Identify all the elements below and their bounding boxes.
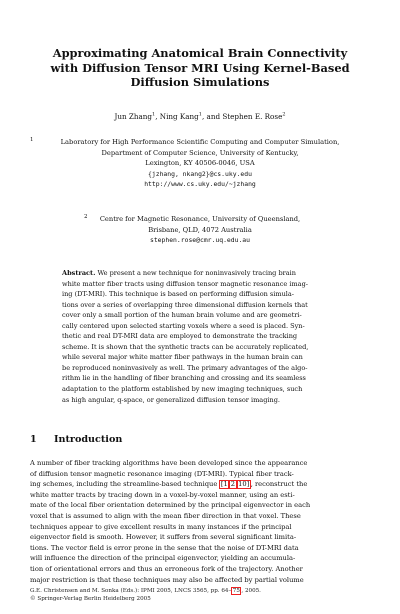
- author-affiliation-mark: 1: [152, 111, 156, 118]
- affiliation-line: Laboratory for High Performance Scientific Computing and Computer Simulation,: [60, 138, 340, 146]
- abstract-label: Abstract.: [62, 269, 96, 277]
- email-address[interactable]: stephen.rose@cmr.uq.edu.au: [149, 236, 251, 245]
- title-line: Approximating Anatomical Brain Connectivity: [52, 46, 348, 60]
- email-address[interactable]: {jzhang, nkang2}@cs.uky.edu: [148, 169, 252, 178]
- section-number: 1: [30, 434, 37, 445]
- body-line: mate of the local fiber orientation determined by the principal eigenvector in each: [30, 501, 311, 510]
- abstract-line: adaptation to the platform established by new imaging techniques, such: [62, 385, 303, 394]
- citation-number: 1: [223, 480, 228, 489]
- citation-link[interactable]: [229, 480, 236, 489]
- body-line: of diffusion tensor magnetic resonance imaging (DT-MRI). Typical fiber track-: [30, 469, 294, 478]
- abstract-line: white matter fiber tracts using diffusion tensor magnetic resonance imag-: [62, 279, 308, 288]
- abstract-line: [62, 268, 342, 279]
- affiliation-mark: 2: [84, 214, 88, 220]
- abstract-line: cally centered upon selected starting voxels where a seed is placed. Syn-: [62, 321, 305, 330]
- citation-number: 2: [230, 480, 236, 489]
- body-line: techniques appear to give excellent results in many instances if the principal: [30, 522, 292, 531]
- affiliation-line: Lexington, KY 40506-0046, USA: [145, 159, 255, 168]
- body-line: voxel that is assumed to align with the mean fiber direction in that voxel. These: [30, 511, 301, 520]
- title-line: with Diffusion Tensor MRI Using Kernel-Based: [50, 60, 350, 75]
- copyright-line: © Springer-Verlag Berlin Heidelberg 2005: [30, 596, 151, 602]
- abstract-line: scheme. It is shown that the synthetic tracts can be accurately replicated,: [62, 342, 309, 351]
- author-name: Jun Zhang: [114, 112, 153, 121]
- citation-link[interactable]: [219, 480, 229, 489]
- abstract-line: cover only a small portion of the human brain volume and are geometri-: [62, 311, 302, 320]
- citation-bracket: ]: [246, 480, 250, 489]
- body-line: will influence the direction of the principal eigenvector, yielding an accumula-: [30, 554, 296, 563]
- abstract-line: be reproduced noninvasively as well. The primary advantages of the algo-: [62, 363, 308, 372]
- title-line: Diffusion Simulations: [130, 75, 270, 90]
- author-separator: ,: [155, 112, 160, 121]
- homepage-url[interactable]: http://www.cs.uky.edu/~jzhang: [144, 180, 256, 189]
- footer-text: , 2005.: [241, 588, 261, 594]
- body-text: , reconstruct the: [250, 480, 308, 489]
- body-line: A number of fiber tracking algorithms have been developed since the appearance: [30, 459, 308, 467]
- abstract-line: ing (DT-MRI). This technique is based on performing diffusion simula-: [62, 290, 295, 299]
- abstract: [62, 268, 342, 405]
- affiliation-1: [22, 137, 378, 190]
- affiliation-2: [22, 214, 378, 246]
- body-line: eigenvector field is smooth. However, it suffers from several significant limita-: [30, 533, 297, 542]
- author-separator: , and: [201, 112, 223, 121]
- footer-text: G.E. Christensen and M. Sonka (Eds.): IPMI 2005, LNCS 3565, pp. 64–: [30, 588, 232, 594]
- abstract-line: tions over a series of overlapping three dimensional diffusion kernels that: [62, 300, 308, 309]
- affiliation-line: Department of Computer Science, University of Kentucky,: [101, 148, 299, 157]
- affiliation-line: Brisbane, QLD, 4072 Australia: [148, 225, 252, 234]
- footer-citation: [30, 587, 370, 603]
- abstract-line: rithm lie in the handling of fiber branching and crossing and its seamless: [62, 374, 306, 383]
- citation-number: 10: [238, 480, 247, 489]
- abstract-line: thetic and real DT-MRI data are employed to demonstrate the tracking: [62, 332, 298, 341]
- author-name: Ning Kang: [159, 112, 199, 121]
- author-affiliation-mark: 1: [198, 111, 202, 118]
- body-line: tion of orientational errors and thus an erroneous fork of the trajectory. Another: [30, 564, 303, 573]
- body-line: [30, 479, 370, 490]
- affiliation-line: Centre for Magnetic Resonance, University of Queensland,: [99, 215, 301, 223]
- author-affiliation-mark: 2: [282, 111, 286, 118]
- abstract-text: We present a new technique for noninvasively tracing brain: [95, 269, 296, 277]
- footer-line: [30, 587, 370, 595]
- citation-bracket: [: [220, 480, 224, 489]
- section-title: Introduction: [54, 434, 123, 445]
- body-line: white matter tracts by tracing down in a voxel-by-voxel manner, using an esti-: [30, 490, 295, 499]
- abstract-line: while several major white matter fiber pathways in the human brain can: [62, 353, 303, 362]
- abstract-line: as high angular, q-space, or generalized diffusion tensor imaging.: [62, 395, 280, 404]
- body-text: ing schemes, including the streamline-based technique: [30, 480, 220, 489]
- body-line: tions. The vector field is error prone in the sense that the noise of DT-MRI data: [30, 543, 299, 552]
- section-heading: [30, 434, 370, 445]
- author-name: Stephen E. Rose: [222, 112, 283, 121]
- author-list: [40, 112, 360, 121]
- introduction-body: [30, 458, 370, 585]
- paper-title: [40, 46, 360, 90]
- affiliation-mark: 1: [30, 137, 34, 143]
- citation-link[interactable]: [237, 480, 251, 489]
- body-line: major restriction is that these techniques may also be affected by partial volume: [30, 575, 304, 584]
- page-range-link[interactable]: 75: [232, 588, 240, 594]
